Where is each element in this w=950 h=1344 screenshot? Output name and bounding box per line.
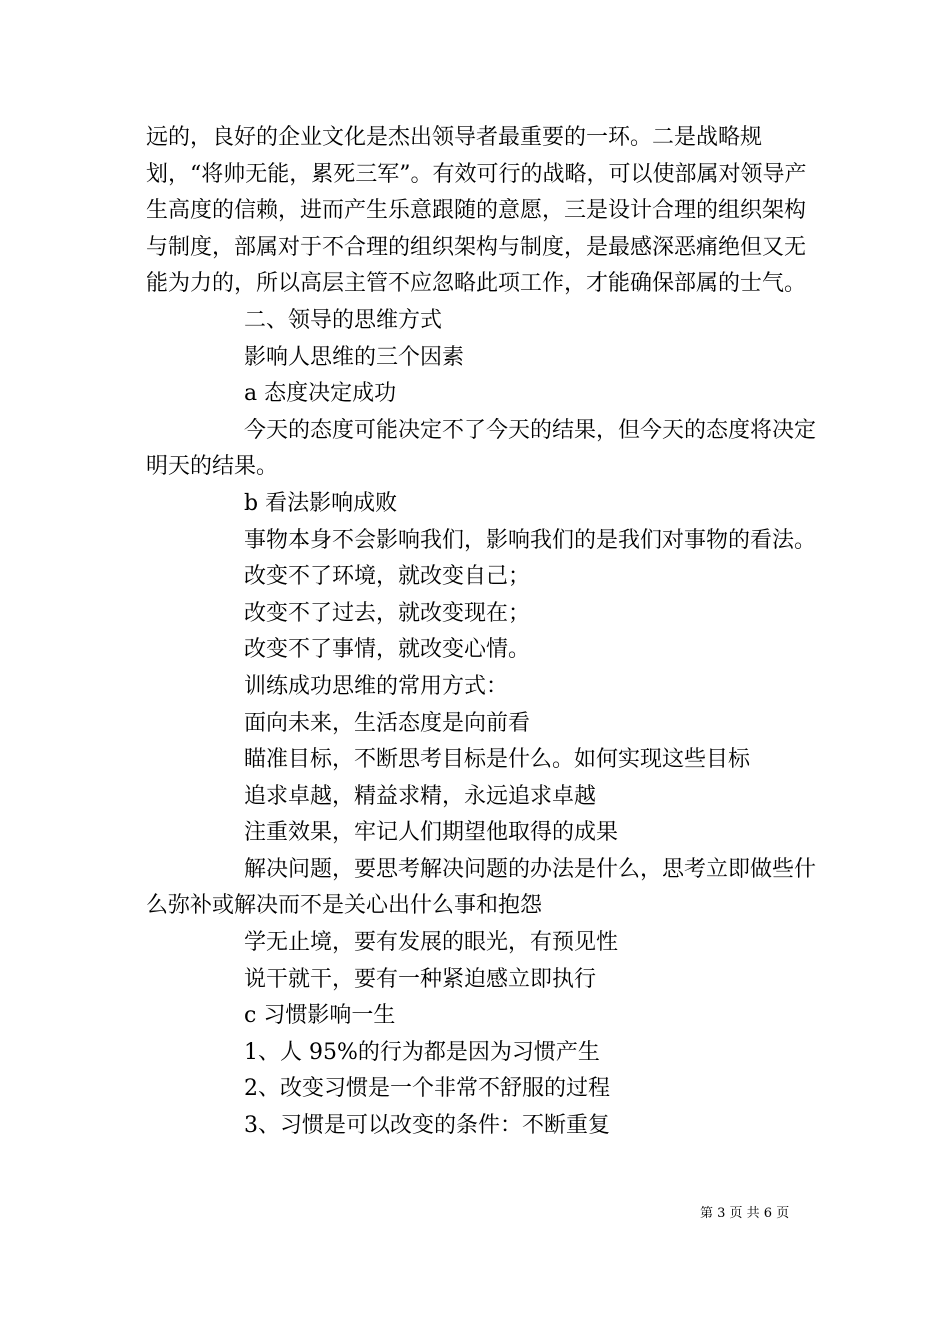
item-b-text: 事物本身不会影响我们，影响我们的是我们对事物的看法。: [244, 527, 817, 553]
habit-item: 1、人 95%的行为都是因为习惯产生: [244, 1039, 600, 1065]
section-heading: 二、领导的思维方式: [244, 307, 443, 333]
training-item: 解决问题，要思考解决问题的办法是什么，思考立即做些什么弥补或解决而不是关心出什么事和抱怨: [146, 856, 817, 919]
intro-paragraph: 远的，良好的企业文化是杰出领导者最重要的一环。二是战略规划，“将帅无能，累死三军”。有效可行的战略，可以使部属对领导产生高度的信赖，进而产生乐意跟随的意愿，三是设计合理的组织架构与制度，部属对于不合理的组织架构与制度，是最感深恶痛绝但又无能为力的，所以高层主管不应忽略此项工作，才能确保部属的士气。: [146, 125, 807, 297]
item-a-title: a 态度决定成功: [244, 381, 397, 407]
change-line: 改变不了过去，就改变现在；: [244, 600, 531, 626]
change-line: 改变不了事情，就改变心情。: [244, 637, 531, 663]
document-body: [146, 120, 816, 1145]
item-a-text: 今天的态度可能决定不了今天的结果，但今天的态度将决定明天的结果。: [146, 417, 817, 480]
item-c-title: c 习惯影响一生: [244, 1003, 396, 1029]
training-item: 学无止境，要有发展的眼光，有预见性: [244, 930, 619, 956]
page-number-footer: 第 3 页 共 6 页: [700, 1206, 790, 1221]
habit-item: 3、习惯是可以改变的条件：不断重复: [244, 1113, 610, 1139]
training-item: 注重效果，牢记人们期望他取得的成果: [244, 820, 619, 846]
training-item: 追求卓越，精益求精，永远追求卓越: [244, 783, 597, 809]
training-item: 说干就干，要有一种紧迫感立即执行: [244, 966, 597, 992]
training-item: 面向未来，生活态度是向前看: [244, 710, 531, 736]
change-line: 改变不了环境，就改变自己；: [244, 564, 531, 590]
habit-item: 2、改变习惯是一个非常不舒服的过程: [244, 1076, 610, 1102]
item-b-title: b 看法影响成败: [244, 490, 398, 516]
training-item: 瞄准目标，不断思考目标是什么。如何实现这些目标: [244, 747, 751, 773]
subheading: 影响人思维的三个因素: [244, 344, 465, 370]
training-heading: 训练成功思维的常用方式：: [244, 673, 509, 699]
